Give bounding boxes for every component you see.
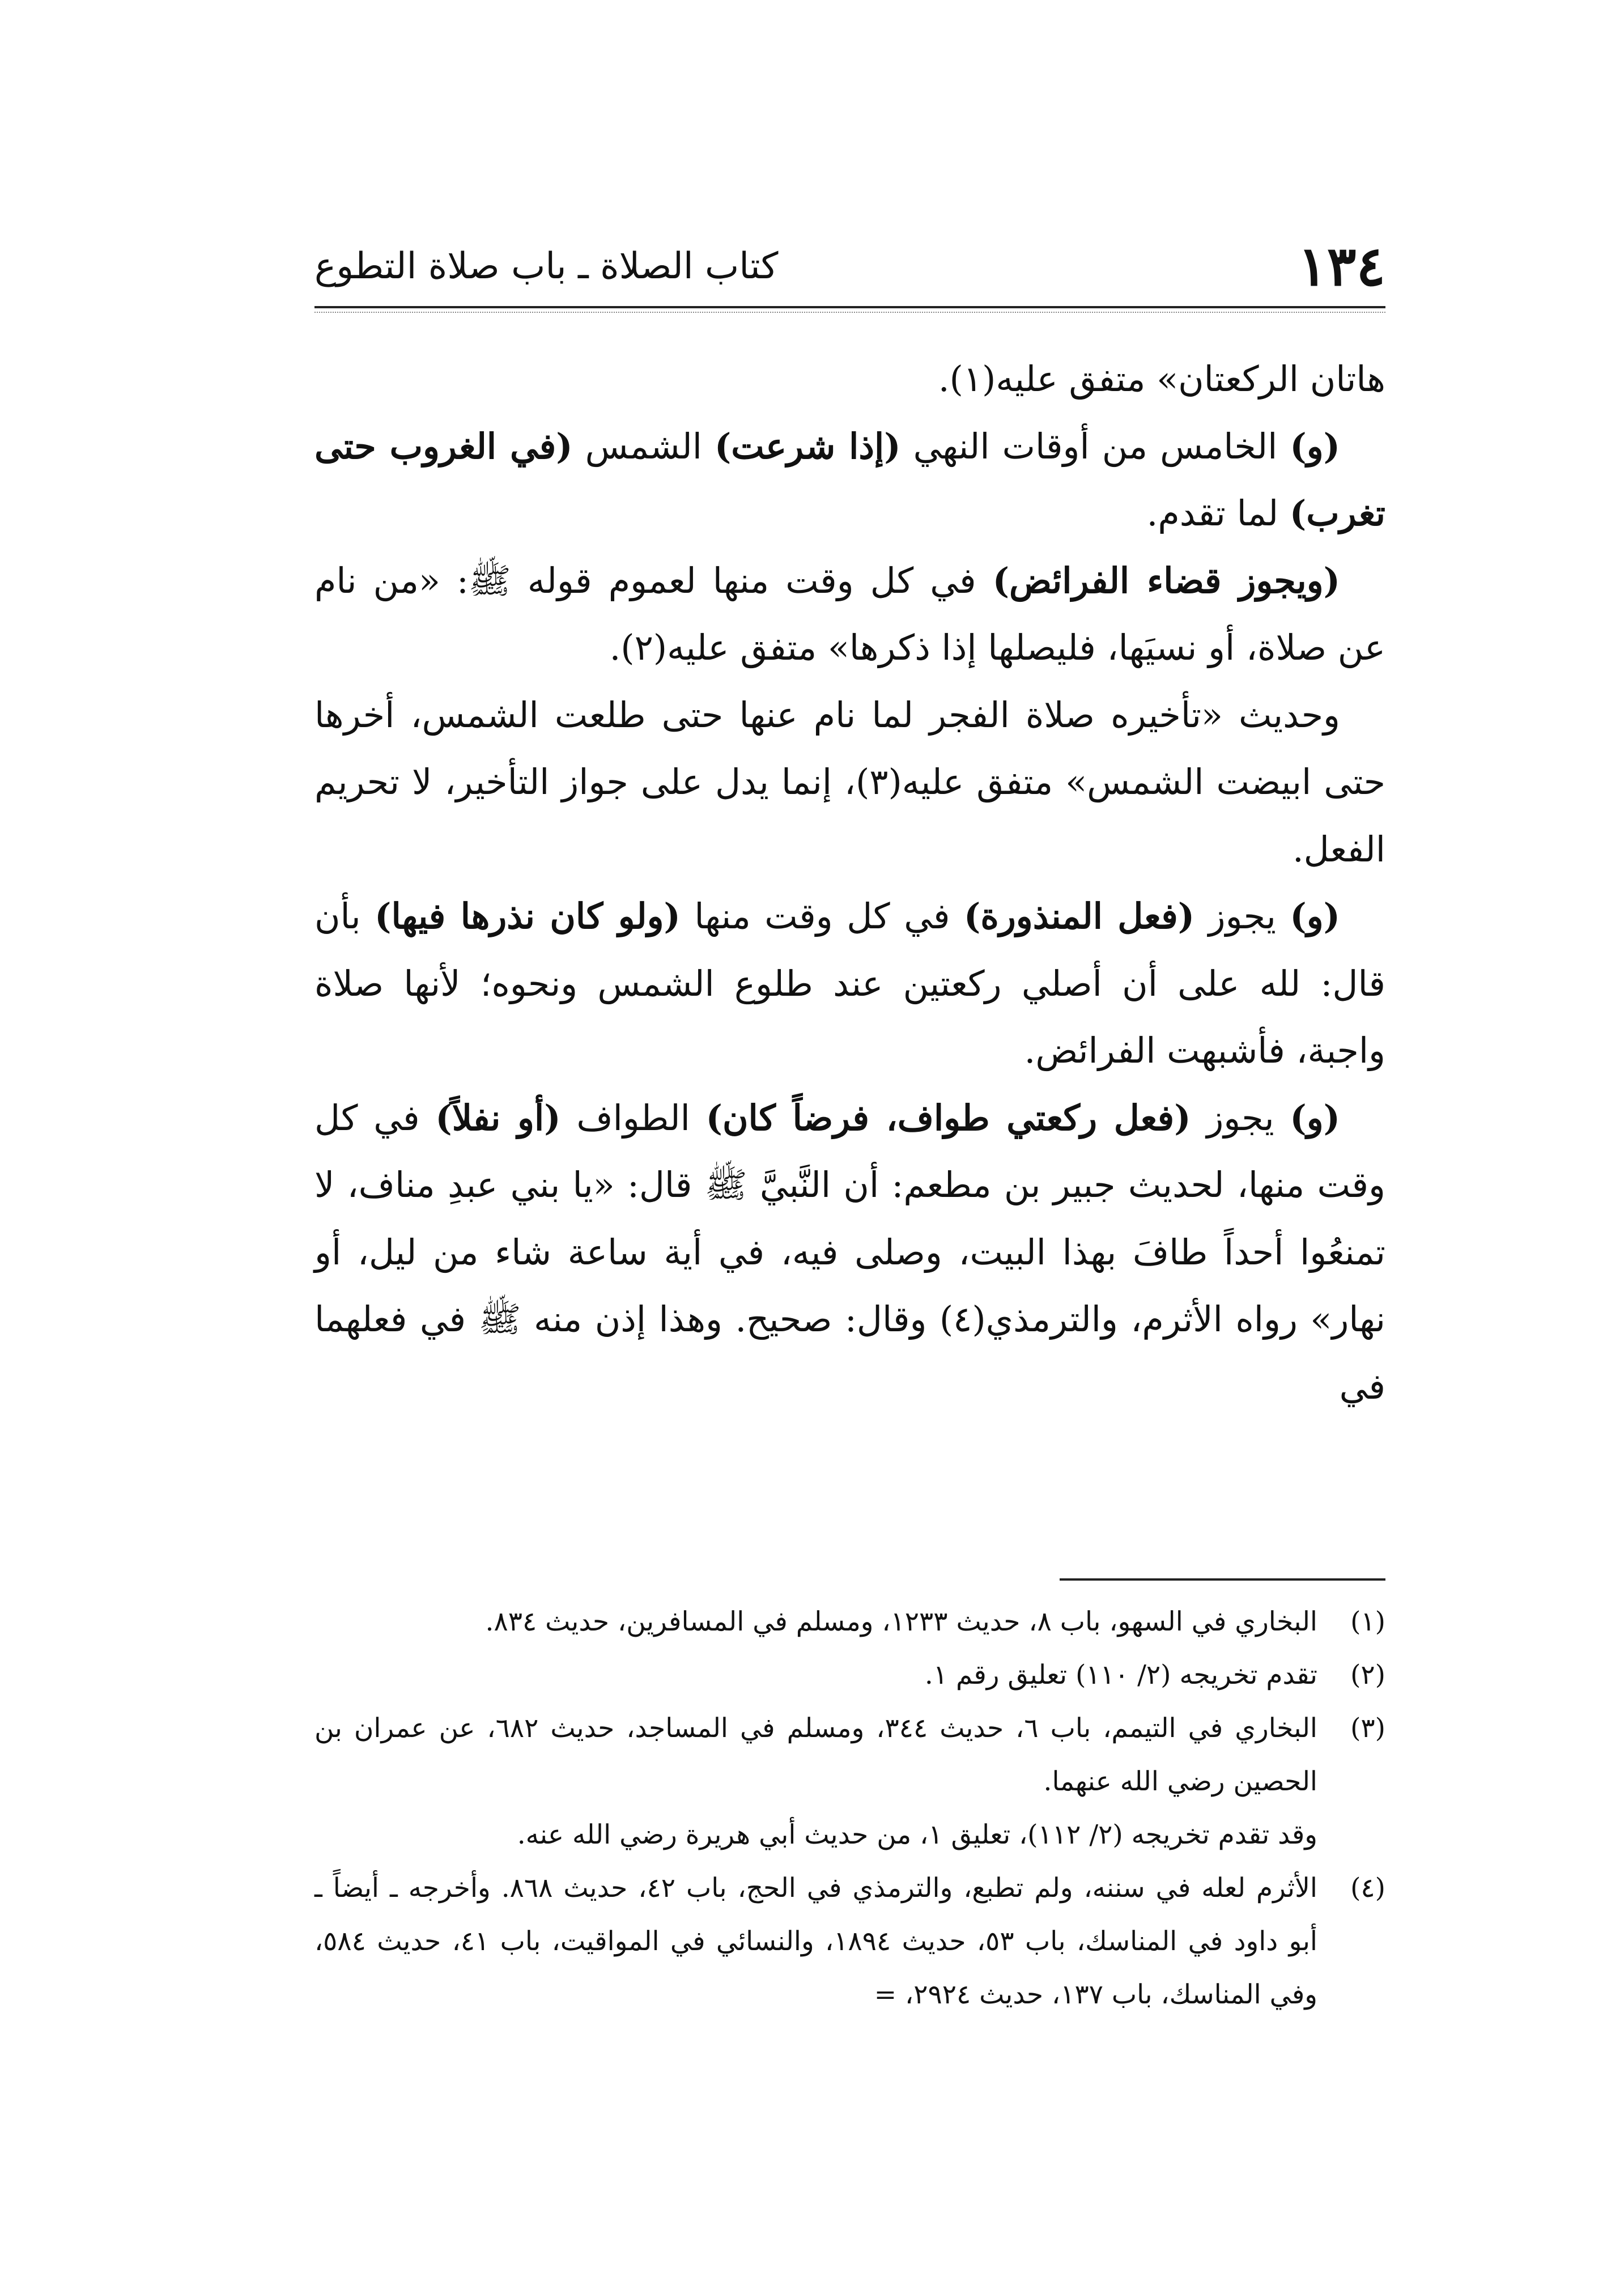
bold-phrase: (ويجوز قضاء الفرائض)	[992, 559, 1340, 601]
plain-phrase: الطواف	[560, 1097, 706, 1139]
plain-phrase: الشمس	[572, 425, 715, 467]
paragraph-1	[314, 346, 1385, 413]
bold-phrase: (و)	[1290, 1097, 1341, 1139]
footnotes	[314, 1595, 1385, 2022]
plain-phrase: في كل وقت منها، لحديث جبير بن مطعم: أن النَّبيَّ ﷺ قال: «يا بني عبدِ مناف، لا تمنعُوا أحداً طافَ بهذا البيت، وصلى فيه، في أية ساعة شاء من ليل، أو نهار» رواه الأثرم، والترمذي(٤) وقال: صحيح. وهذا إذن منه ﷺ في فعلهما في	[314, 1097, 1385, 1407]
footnote-text: البخاري في السهو، باب ٨، حديث ١٢٣٣، ومسلم في المسافرين، حديث ٨٣٤.	[485, 1606, 1317, 1637]
footnote-2	[314, 1649, 1385, 1702]
paragraph-4-text: وحديث «تأخيره صلاة الفجر لما نام عنها حتى طلعت الشمس، أخرها حتى ابيضت الشمس» متفق عليه(٣)، إنما يدل على جواز التأخير، لا تحريم الفعل.	[314, 694, 1385, 870]
paragraph-6	[314, 1085, 1385, 1421]
plain-phrase: يجوز	[1191, 1097, 1290, 1139]
footnote-text: البخاري في التيمم، باب ٦، حديث ٣٤٤، ومسلم في المساجد، حديث ٦٨٢، عن عمران بن الحصين رضي الله عنهما.	[314, 1713, 1317, 1797]
footnote-4	[314, 1862, 1385, 2022]
bold-phrase: (فعل ركعتي طواف، فرضاً كان)	[705, 1097, 1191, 1139]
bold-phrase: (ولو كان نذرها فيها)	[375, 895, 681, 937]
paragraph-2	[314, 413, 1385, 547]
footnote-number: (١)	[1350, 1606, 1385, 1637]
paragraph-5	[314, 883, 1385, 1085]
main-text	[314, 346, 1385, 1420]
footnote-3	[314, 1702, 1385, 1862]
footnote-number: (٤)	[1350, 1872, 1385, 1904]
footnote-continuation: وقد تقدم تخريجه (٢/ ١١٢)، تعليق ١، من حديث أبي هريرة رضي الله عنه.	[517, 1819, 1317, 1850]
plain-phrase: الخامس من أوقات النهي	[900, 425, 1290, 467]
bold-phrase: (و)	[1290, 425, 1340, 467]
paragraph-1-text: هاتان الركعتان» متفق عليه(١).	[938, 358, 1385, 400]
paragraph-3	[314, 547, 1385, 682]
running-title: كتاب الصلاة ـ باب صلاة التطوع	[314, 245, 779, 287]
plain-phrase: يجوز	[1194, 895, 1290, 937]
page-number: ١٣٤	[1298, 234, 1385, 298]
bold-phrase: (فعل المنذورة)	[964, 895, 1195, 937]
bold-phrase: (إذا شرعت)	[714, 425, 901, 467]
header-divider	[314, 306, 1385, 313]
footnote-number: (٢)	[1350, 1659, 1385, 1691]
plain-phrase: لما تقدم.	[1146, 492, 1290, 534]
footnote-number: (٣)	[1350, 1713, 1385, 1744]
plain-phrase: في كل وقت منها لعموم قوله ﷺ: «من نام عن صلاة، أو نسيَها، فليصلها إذا ذكرها» متفق عليه(٢).	[314, 559, 1385, 668]
plain-phrase: في كل وقت منها	[680, 895, 964, 937]
footnote-text: الأثرم لعله في سننه، ولم تطبع، والترمذي في الحج، باب ٤٢، حديث ٨٦٨. وأخرجه ـ أيضاً ـ أبو داود في المناسك، باب ٥٣، حديث ١٨٩٤، والنسائي في المواقيت، باب ٤١، حديث ٥٨٤، وفي المناسك، باب ١٣٧، حديث ٢٩٢٤، =	[314, 1872, 1317, 2010]
bold-phrase: (في الغروب حتى تغرب)	[314, 425, 1385, 534]
paragraph-4	[314, 682, 1385, 884]
bold-phrase: (و)	[1290, 895, 1340, 937]
page-header	[314, 224, 1385, 309]
footnote-divider	[1060, 1578, 1385, 1581]
plain-phrase: بأن قال: لله على أن أصلي ركعتين عند طلوع الشمس ونحوه؛ لأنها صلاة واجبة، فأشبهت الفرائض.	[314, 895, 1385, 1071]
footnote-1	[314, 1595, 1385, 1649]
bold-phrase: (أو نفلاً)	[435, 1097, 561, 1139]
footnote-text: تقدم تخريجه (٢/ ١١٠) تعليق رقم ١.	[924, 1659, 1317, 1691]
